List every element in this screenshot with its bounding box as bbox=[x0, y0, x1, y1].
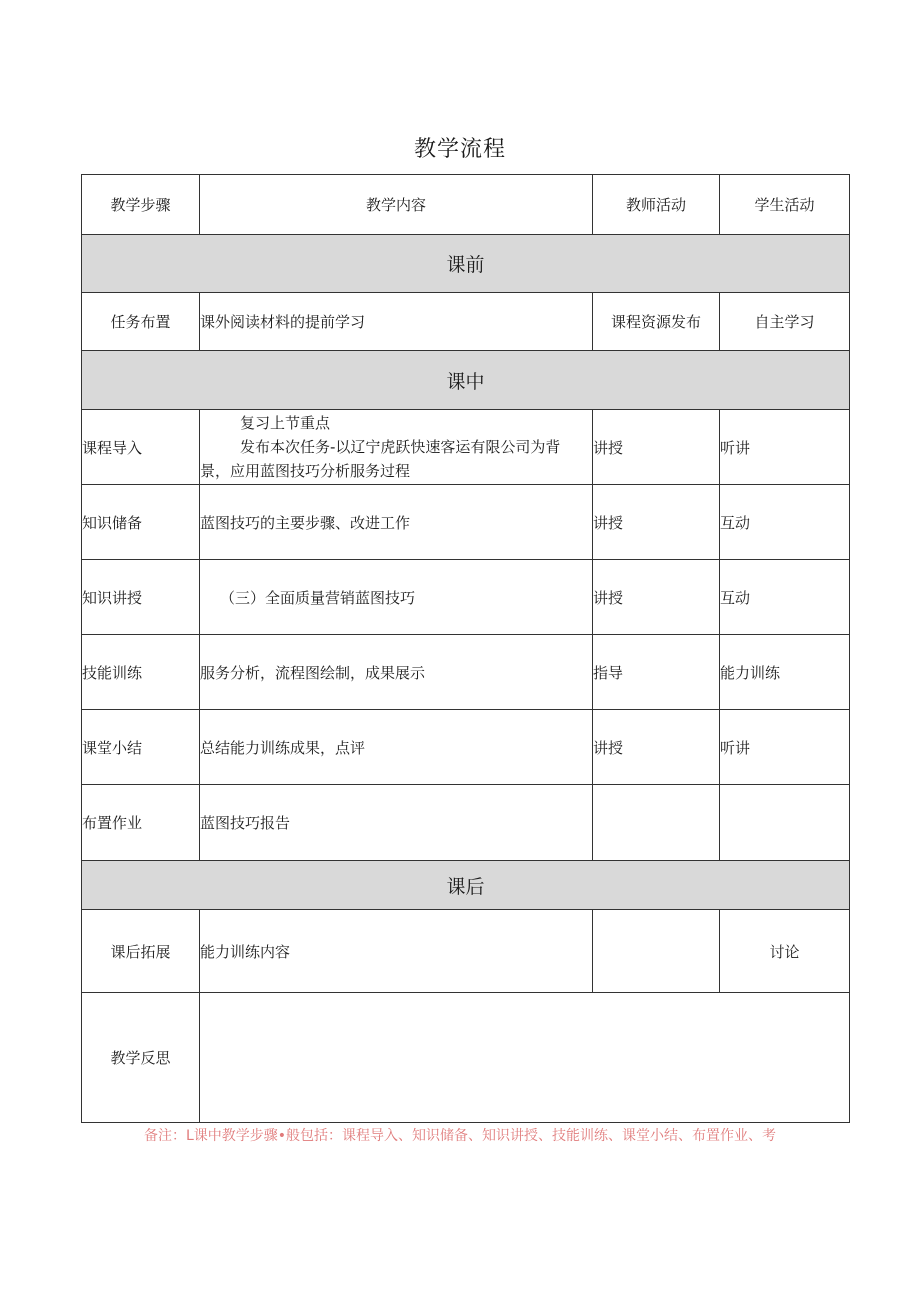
row-student: 互动 bbox=[720, 560, 850, 635]
intro-line: 复习上节重点 bbox=[240, 414, 331, 432]
intro-line: 景，应用蓝图技巧分析服务过程 bbox=[200, 462, 411, 480]
row-step: 布置作业 bbox=[82, 785, 200, 861]
section-in-label: 课中 bbox=[82, 351, 850, 410]
header-step: 教学步骤 bbox=[82, 175, 200, 235]
row-student: 互动 bbox=[720, 485, 850, 560]
row-step: 任务布置 bbox=[82, 293, 200, 351]
section-row-in bbox=[82, 351, 850, 410]
row-teacher bbox=[593, 785, 720, 861]
row-content: 蓝图技巧的主要步骤、改进工作 bbox=[200, 485, 593, 560]
table-row bbox=[82, 910, 850, 993]
section-pre-label: 课前 bbox=[82, 235, 850, 293]
row-teacher: 课程资源发布 bbox=[593, 293, 720, 351]
table-row bbox=[82, 785, 850, 861]
row-student: 自主学习 bbox=[720, 293, 850, 351]
row-student: 听讲 bbox=[720, 410, 850, 485]
table-row bbox=[82, 710, 850, 785]
row-step: 技能训练 bbox=[82, 635, 200, 710]
table-row bbox=[82, 293, 850, 351]
row-teacher: 讲授 bbox=[593, 710, 720, 785]
row-student: 能力训练 bbox=[720, 635, 850, 710]
row-content: （三）全面质量营销蓝图技巧 bbox=[200, 560, 593, 635]
table-row bbox=[82, 485, 850, 560]
teaching-flow-table bbox=[81, 174, 850, 1123]
row-student bbox=[720, 785, 850, 861]
row-content bbox=[200, 410, 593, 485]
section-row-pre bbox=[82, 235, 850, 293]
section-row-post bbox=[82, 861, 850, 910]
row-content: 服务分析，流程图绘制，成果展示 bbox=[200, 635, 593, 710]
row-step: 教学反思 bbox=[82, 993, 200, 1123]
row-step: 知识讲授 bbox=[82, 560, 200, 635]
header-teacher: 教师活动 bbox=[593, 175, 720, 235]
row-teacher bbox=[593, 910, 720, 993]
table-row bbox=[82, 993, 850, 1123]
header-content: 教学内容 bbox=[200, 175, 593, 235]
row-student: 听讲 bbox=[720, 710, 850, 785]
footnote: 备注：L课中教学步骤•般包括：课程导入、知识储备、知识讲授、技能训练、课堂小结、布置作业、考 bbox=[143, 1128, 777, 1144]
intro-line: 发布本次任务-以辽宁虎跃快速客运有限公司为背 bbox=[240, 438, 561, 456]
row-teacher: 指导 bbox=[593, 635, 720, 710]
reflection-content bbox=[200, 993, 850, 1123]
table-row bbox=[82, 560, 850, 635]
row-step: 课堂小结 bbox=[82, 710, 200, 785]
row-student: 讨论 bbox=[720, 910, 850, 993]
section-post-label: 课后 bbox=[82, 861, 850, 910]
row-teacher: 讲授 bbox=[593, 485, 720, 560]
row-content: 课外阅读材料的提前学习 bbox=[200, 293, 593, 351]
row-teacher: 讲授 bbox=[593, 410, 720, 485]
page-title: 教学流程 bbox=[413, 137, 506, 162]
row-content: 能力训练内容 bbox=[200, 910, 593, 993]
row-teacher: 讲授 bbox=[593, 560, 720, 635]
row-step: 知识储备 bbox=[82, 485, 200, 560]
table-row bbox=[82, 635, 850, 710]
row-content: 总结能力训练成果，点评 bbox=[200, 710, 593, 785]
row-step: 课程导入 bbox=[82, 410, 200, 485]
row-content: 蓝图技巧报告 bbox=[200, 785, 593, 861]
header-row bbox=[82, 175, 850, 235]
header-student: 学生活动 bbox=[720, 175, 850, 235]
row-step: 课后拓展 bbox=[82, 910, 200, 993]
table-row bbox=[82, 410, 850, 485]
